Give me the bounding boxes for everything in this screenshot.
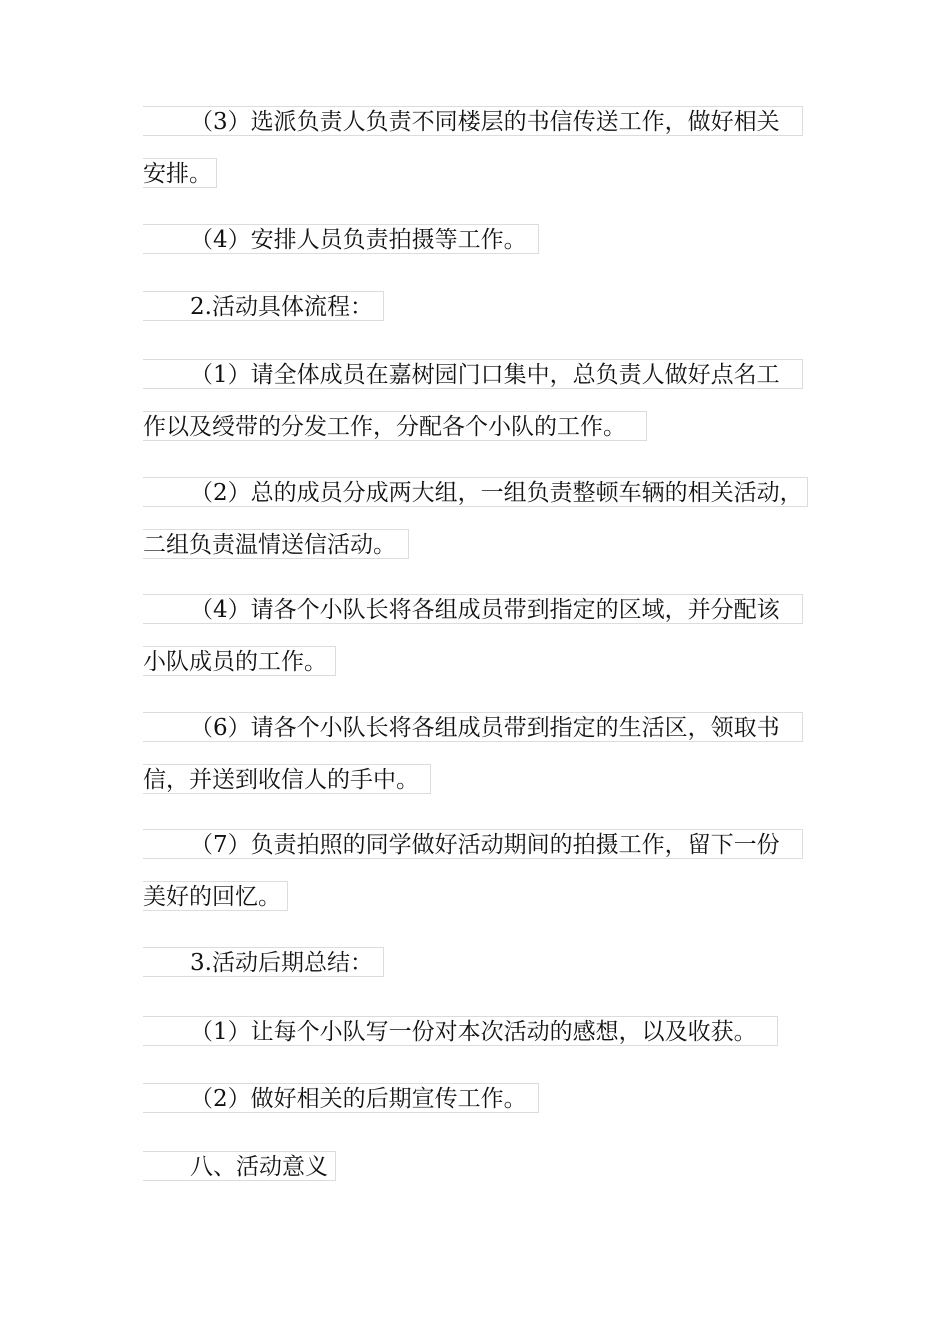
paragraph-6-letters — [143, 712, 803, 794]
paragraph-line: （7）负责拍照的同学做好活动期间的拍摄工作，留下一份 — [143, 829, 803, 859]
paragraph-2-promotion — [143, 1083, 539, 1113]
paragraph-4-photography — [143, 224, 539, 254]
paragraph-line: 八、活动意义 — [143, 1151, 336, 1181]
paragraph-line: 安排。 — [143, 158, 217, 188]
paragraph-1-gathering — [143, 359, 803, 441]
paragraph-line: （4）请各个小队长将各组成员带到指定的区域，并分配该 — [143, 594, 803, 624]
paragraph-line: 信，并送到收信人的手中。 — [143, 764, 431, 794]
section-heading-significance — [143, 1151, 336, 1181]
paragraph-line: 3.活动后期总结： — [143, 947, 384, 977]
paragraph-line: 小队成员的工作。 — [143, 646, 336, 676]
paragraph-line: 美好的回忆。 — [143, 881, 288, 911]
paragraph-7-photos — [143, 829, 803, 911]
paragraph-2-groups — [143, 477, 808, 559]
paragraph-line: 二组负责温情送信活动。 — [143, 529, 409, 559]
section-heading-process — [143, 291, 384, 321]
paragraph-line: （6）请各个小队长将各组成员带到指定的生活区，领取书 — [143, 712, 803, 742]
paragraph-line: （3）选派负责人负责不同楼层的书信传送工作，做好相关 — [143, 106, 803, 136]
paragraph-3-floor-assignment — [143, 106, 803, 188]
paragraph-4-areas — [143, 594, 803, 676]
paragraph-line: 2.活动具体流程： — [143, 291, 384, 321]
paragraph-line: （2）总的成员分成两大组，一组负责整顿车辆的相关活动， — [143, 477, 808, 507]
section-heading-summary — [143, 947, 384, 977]
paragraph-line: 作以及绶带的分发工作，分配各个小队的工作。 — [143, 411, 647, 441]
paragraph-line: （4）安排人员负责拍摄等工作。 — [143, 224, 539, 254]
paragraph-1-reflections — [143, 1016, 778, 1046]
paragraph-line: （1）让每个小队写一份对本次活动的感想，以及收获。 — [143, 1016, 778, 1046]
paragraph-line: （2）做好相关的后期宣传工作。 — [143, 1083, 539, 1113]
paragraph-line: （1）请全体成员在嘉树园门口集中，总负责人做好点名工 — [143, 359, 803, 389]
